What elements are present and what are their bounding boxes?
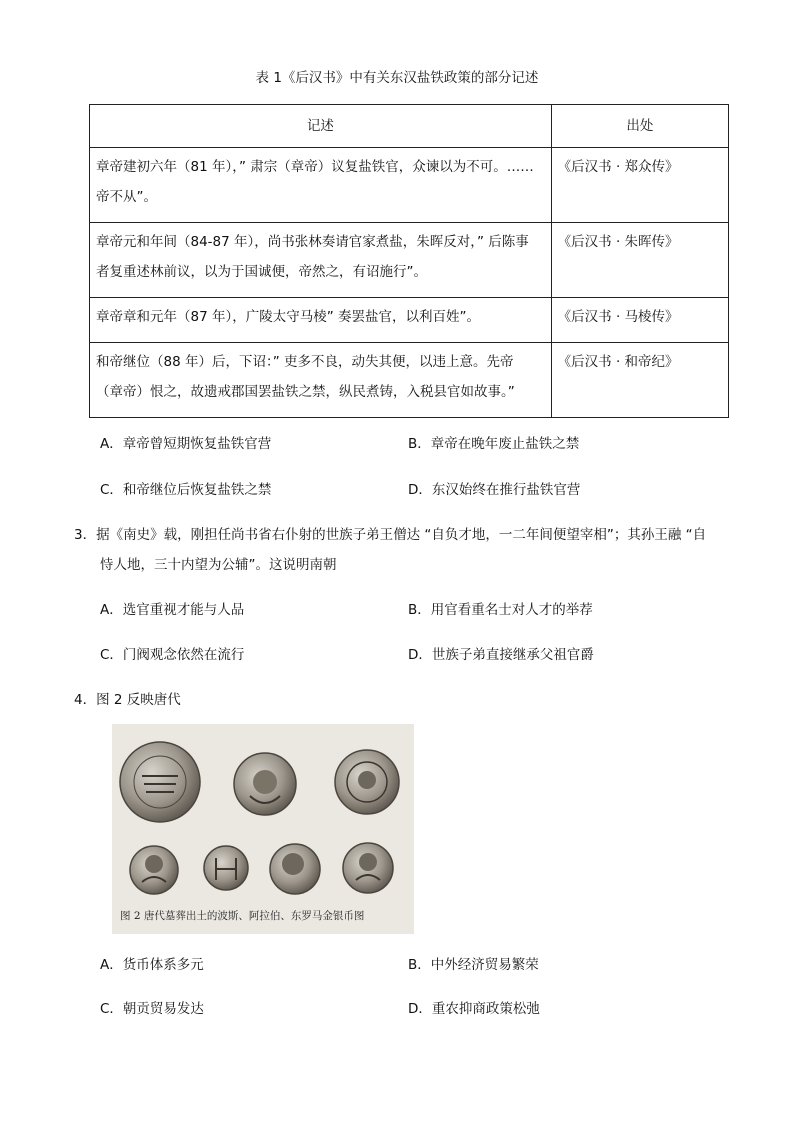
source-cell: 《后汉书 · 郑众传》: [551, 148, 728, 223]
table-row: [90, 148, 729, 223]
record-line: 章帝章和元年（87 年），广陵太守马棱” 奏罢盐官，以利百姓”。: [96, 309, 480, 325]
record-line: 章帝建初六年（81 年），” 肃宗（章帝）议复盐铁官，众谏以为不可。……: [96, 159, 534, 175]
source-cell: 《后汉书 · 和帝纪》: [551, 343, 728, 418]
record-cell: [90, 148, 552, 223]
record-cell: [90, 223, 552, 298]
persian-coin: [234, 753, 296, 815]
record-line: 章帝元和年间（84-87 年），尚书张林奏请官家煮盐，朱晖反对，” 后陈事: [96, 234, 529, 250]
table-header-row: [90, 105, 729, 148]
table-caption: 表 1《后汉书》中有关东汉盐铁政策的部分记述: [255, 70, 539, 86]
q3-stem-line2: 恃人地，三十内望为公辅”。这说明南朝: [100, 557, 337, 573]
q4-option-d[interactable]: D．重农抑商政策松弛: [408, 1001, 540, 1017]
table-row: [90, 223, 729, 298]
source-cell: 《后汉书 · 朱晖传》: [551, 223, 728, 298]
q3-option-d[interactable]: D．世族子弟直接继承父祖官爵: [408, 647, 594, 663]
q4-option-a[interactable]: A．货币体系多元: [100, 957, 204, 973]
record-line: （章帝）恨之，故遗戒郡国罢盐铁之禁，纵民煮铸，入税县官如故事。”: [96, 384, 515, 400]
byzantine-coin: [130, 846, 178, 894]
q3-option-c[interactable]: C．门阀观念依然在流行: [100, 647, 245, 663]
q3-stem-line1: 3．据《南史》载，刚担任尚书省右仆射的世族子弟王僧达 “自负才地，一二年间便望宰相”；其孙王融 “自: [74, 527, 707, 543]
q3-option-b[interactable]: B．用官看重名士对人才的举荐: [408, 602, 593, 618]
byzantine-coin: [343, 843, 393, 893]
figure-caption: 图 2 唐代墓葬出土的波斯、阿拉伯、东罗马金银币图: [120, 910, 365, 922]
table-row: [90, 298, 729, 343]
q4-stem: 4．图 2 反映唐代: [74, 692, 181, 708]
record-cell: [90, 343, 552, 418]
record-line: 帝不从”。: [96, 189, 157, 205]
q2-option-a[interactable]: A．章帝曾短期恢复盐铁官营: [100, 436, 272, 452]
byzantine-coin: [204, 846, 248, 890]
persian-coin: [335, 750, 399, 814]
salt-iron-policy-table: [89, 104, 729, 418]
q3-option-a[interactable]: A．选官重视才能与人品: [100, 602, 245, 618]
source-cell: 《后汉书 · 马棱传》: [551, 298, 728, 343]
record-line: 者复重述林前议，以为于国诚便，帝然之，有诏施行”。: [96, 264, 427, 280]
record-cell: [90, 298, 552, 343]
q2-option-d[interactable]: D．东汉始终在推行盐铁官营: [408, 482, 581, 498]
byzantine-coin: [270, 844, 320, 894]
coins-photo: [112, 724, 414, 934]
header-source: 出处: [551, 105, 728, 148]
arab-coin-large: [120, 742, 200, 822]
q4-option-c[interactable]: C．朝贡贸易发达: [100, 1001, 204, 1017]
header-record: 记述: [90, 105, 552, 148]
q2-option-c[interactable]: C．和帝继位后恢复盐铁之禁: [100, 482, 272, 498]
coin-figure: [112, 724, 414, 934]
table-row: [90, 343, 729, 418]
q4-option-b[interactable]: B．中外经济贸易繁荣: [408, 957, 539, 973]
record-line: 和帝继位（88 年）后，下诏：” 吏多不良，动失其便，以违上意。先帝: [96, 354, 514, 370]
q2-option-b[interactable]: B．章帝在晚年废止盐铁之禁: [408, 436, 580, 452]
